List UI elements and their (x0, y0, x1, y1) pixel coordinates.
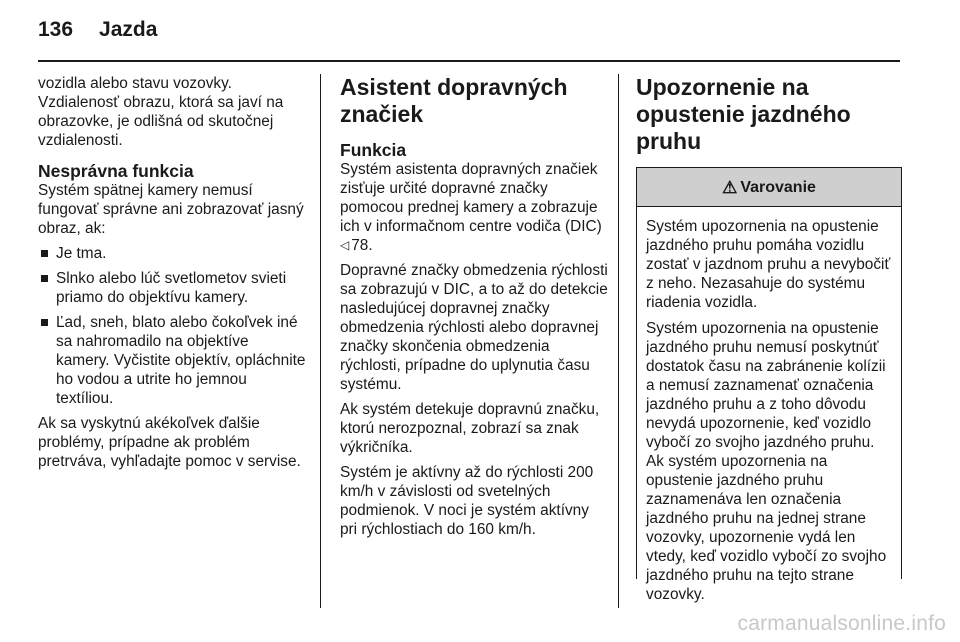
paragraph: vozidla alebo stavu vozovky. Vzdialenosť obrazu, ktorá sa javí na obrazovke, je odlišná od skutočnej vzdialenosti. (38, 75, 284, 149)
paragraph: Systém upozornenia na opustenie jazdného pruhu pomáha vozidlu zostať v jazdnom pruhu a nevybočiť z neho. Nezasahuje do systému riadenia vozidla. (646, 218, 891, 311)
column-2 (340, 74, 608, 545)
paragraph: Systém je aktívny až do rýchlosti 200 km/h v závislosti od svetelných podmienok. V noci je systém aktívny pri rýchlostiach do 160 km/h. (340, 464, 594, 538)
paragraph: Systém spätnej kamery nemusí fungovať správne ani zobrazovať jasný obraz, ak: (38, 182, 304, 237)
paragraph: Dopravné značky obmedzenia rýchlosti sa zobrazujú v DIC, a to až do detekcie nasledujúcej dopravnej značky obmedzenia rýchlosti alebo dopravnej značky skončenia obmedzenia rýchlosti, prípadne do uplynutia času systému. (340, 262, 608, 393)
section-title: Jazda (99, 18, 158, 41)
heading-malfunction: Nesprávna funkcia (38, 161, 194, 181)
column-1 (38, 74, 306, 477)
column-3 (636, 74, 902, 603)
warning-box (636, 167, 902, 603)
warning-triangle-icon: ⚠ (722, 177, 738, 197)
list-item: Je tma. (38, 244, 306, 263)
section-heading-traffic-sign-assistant: Asistent dopravných značiek (340, 74, 568, 127)
page-header (38, 18, 157, 48)
column-divider-2 (618, 74, 619, 608)
paragraph: Ak sa vyskytnú akékoľvek ďalšie problémy, prípadne ak problém pretrváva, vyhľadajte pomoc v servise. (38, 415, 301, 470)
warning-label: Varovanie (740, 178, 816, 196)
paragraph-text: Systém asistenta dopravných značiek zisťuje určité dopravné značky pomocou prednej kamery a zobrazuje ich v informačnom centre vodiča (DIC) (340, 161, 602, 235)
warning-body (637, 207, 901, 604)
page-reference: 78. (351, 237, 373, 254)
column-divider-1 (320, 74, 321, 608)
list-item: Slnko alebo lúč svetlometov svieti priamo do objektívu kamery. (38, 269, 306, 307)
warning-header (637, 167, 901, 207)
paragraph: Systém upozornenia na opustenie jazdného pruhu nemusí poskytnúť dostatok času na zabránenie kolízii a nemusí zaznamenať označenia jazdného pruhu a z toho dôvodu nevydá upozornenie, keď vozidlo vybočí zo svojho jazdného pruhu. Ak systém upozornenia na opustenie jazdného pruhu zaznamenáva len označenia jazdného pruhu na jednej strane vozovky, upozornenie vydá len vtedy, keď vozidlo vybočí zo svojho jazdného pruhu na tejto strane vozovky. (646, 320, 887, 603)
section-heading-lane-departure: Upozornenie na opustenie jazdného pruhu (636, 74, 851, 154)
page-number: 136 (38, 18, 74, 41)
paragraph (340, 160, 608, 255)
list-item: Ľad, sneh, blato alebo čokoľvek iné sa nahromadilo na objektíve kamery. Vyčistite objektív, opláchnite ho vodou a utrite ho jemnou textíliou. (38, 313, 306, 408)
watermark: carmanualsonline.info (737, 612, 946, 635)
subheading-function: Funkcia (340, 140, 407, 160)
header-divider (38, 60, 900, 62)
paragraph: Ak systém detekuje dopravnú značku, ktorú nerozpoznal, zobrazí sa znak výkričníka. (340, 401, 600, 456)
bullet-list (38, 244, 306, 408)
page-ref-triangle-icon: ◁ (340, 238, 350, 252)
